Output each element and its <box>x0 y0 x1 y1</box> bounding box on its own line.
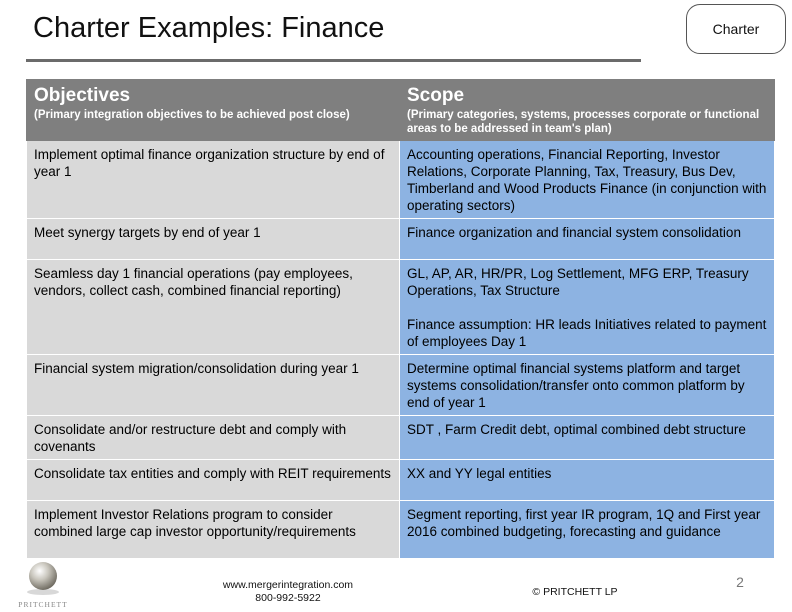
page-title: Charter Examples: Finance <box>33 12 385 44</box>
scope-cell <box>400 260 775 355</box>
objective-cell: Consolidate and/or restructure debt and comply with covenants <box>27 416 400 460</box>
table-header-row <box>27 80 775 141</box>
scope-cell: XX and YY legal entities <box>400 460 775 501</box>
footer-phone: 800-992-5922 <box>255 592 321 604</box>
scope-assumption-note: Finance assumption: HR leads Initiatives related to payment of employees Day 1 <box>407 317 767 349</box>
scope-text: GL, AP, AR, HR/PR, Log Settlement, MFG ERP, Treasury Operations, Tax Structure <box>407 266 749 298</box>
charter-badge: Charter <box>686 4 786 54</box>
table-row <box>27 460 775 501</box>
objectives-subtitle: (Primary integration objectives to be achieved post close) <box>34 109 350 121</box>
scope-cell: Segment reporting, first year IR program, 1Q and First year 2016 combined budgeting, forecasting and guidance <box>400 501 775 559</box>
table-row <box>27 260 775 355</box>
objective-cell: Meet synergy targets by end of year 1 <box>27 219 400 260</box>
footer-website: www.mergerintegration.com <box>222 579 354 591</box>
scope-subtitle: (Primary categories, systems, processes corporate or functional areas to be addressed in team's plan) <box>407 109 760 135</box>
table-row <box>27 416 775 460</box>
scope-header <box>400 80 775 141</box>
charter-table <box>26 79 775 559</box>
objectives-header <box>27 80 400 141</box>
page-number: 2 <box>736 574 744 590</box>
scope-cell: SDT , Farm Credit debt, optimal combined debt structure <box>400 416 775 460</box>
objective-cell: Implement optimal finance organization structure by end of year 1 <box>27 141 400 219</box>
table-row <box>27 219 775 260</box>
scope-cell: Finance organization and financial system consolidation <box>400 219 775 260</box>
scope-cell: Determine optimal financial systems platform and target systems consolidation/transfer onto common platform by end of year 1 <box>400 355 775 416</box>
objectives-title: Objectives <box>34 85 131 106</box>
objective-cell: Financial system migration/consolidation during year 1 <box>27 355 400 416</box>
footer-copyright: © PRITCHETT LP <box>532 586 618 598</box>
pritchett-logo <box>6 556 80 610</box>
objective-cell: Consolidate tax entities and comply with REIT requirements <box>27 460 400 501</box>
table-row <box>27 141 775 219</box>
footer-contact <box>198 579 378 605</box>
objective-cell: Implement Investor Relations program to consider combined large cap investor opportunity/requirements <box>27 501 400 559</box>
scope-cell: Accounting operations, Financial Reporting, Investor Relations, Corporate Planning, Tax, Treasury, Bus Dev, Timberland and Wood Products Finance (in conjunction with operating sectors) <box>400 141 775 219</box>
table-row <box>27 501 775 559</box>
logo-wordmark: PRITCHETT <box>18 600 68 609</box>
table-row <box>27 355 775 416</box>
objective-cell: Seamless day 1 financial operations (pay employees, vendors, collect cash, combined financial reporting) <box>27 260 400 355</box>
title-divider <box>26 59 641 62</box>
scope-title: Scope <box>407 85 465 106</box>
